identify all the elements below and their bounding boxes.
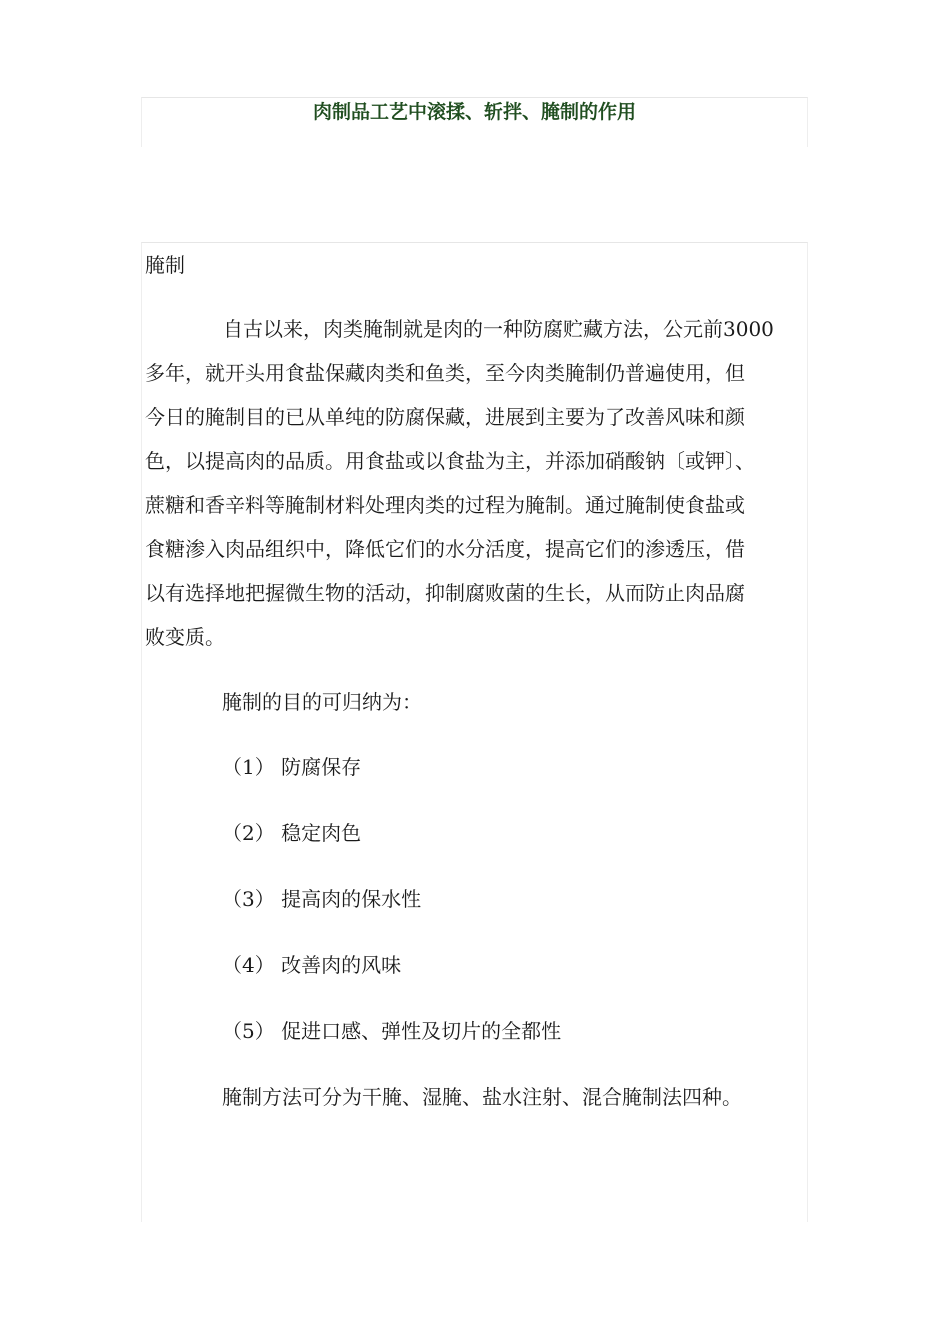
intro-paragraph (145, 307, 820, 659)
paragraph-line: 败变质。 (145, 625, 225, 649)
paragraph-line: 蔗糖和香辛料等腌制材料处理肉类的过程为腌制。通过腌制使食盐或 (145, 493, 745, 517)
paragraph-line: 今日的腌制目的已从单纯的防腐保藏，进展到主要为了改善风味和颜 (145, 405, 745, 429)
paragraph-line: 多年，就开头用食盐保藏肉类和鱼类，至今肉类腌制仍普遍使用，但 (145, 361, 745, 385)
document-title: 肉制品工艺中滚揉、斩拌、腌制的作用 (312, 101, 636, 123)
purpose-item: （3） 提高肉的保水性 (222, 887, 422, 911)
purpose-item: （2） 稳定肉色 (222, 821, 362, 845)
purpose-item: （4） 改善肉的风味 (222, 953, 402, 977)
title-frame (141, 97, 808, 147)
methods-text: 腌制方法可分为干腌、湿腌、盐水注射、混合腌制法四种。 (222, 1085, 742, 1109)
paragraph-line: 以有选择地把握微生物的活动，抑制腐败菌的生长，从而防止肉品腐 (145, 581, 745, 605)
paragraph-line: 色，以提高肉的品质。用食盐或以食盐为主，并添加硝酸钠〔或钾〕、 (145, 449, 755, 473)
section-heading: 腌制 (145, 253, 185, 277)
purpose-item: （1） 防腐保存 (222, 755, 362, 779)
paragraph-line: 自古以来，肉类腌制就是肉的一种防腐贮藏方法，公元前3000 (223, 317, 774, 341)
purpose-intro: 腌制的目的可归纳为： (222, 690, 422, 714)
paragraph-line: 食糖渗入肉品组织中，降低它们的水分活度，提高它们的渗透压，借 (145, 537, 745, 561)
purpose-item: （5） 促进口感、弹性及切片的全都性 (222, 1019, 562, 1043)
